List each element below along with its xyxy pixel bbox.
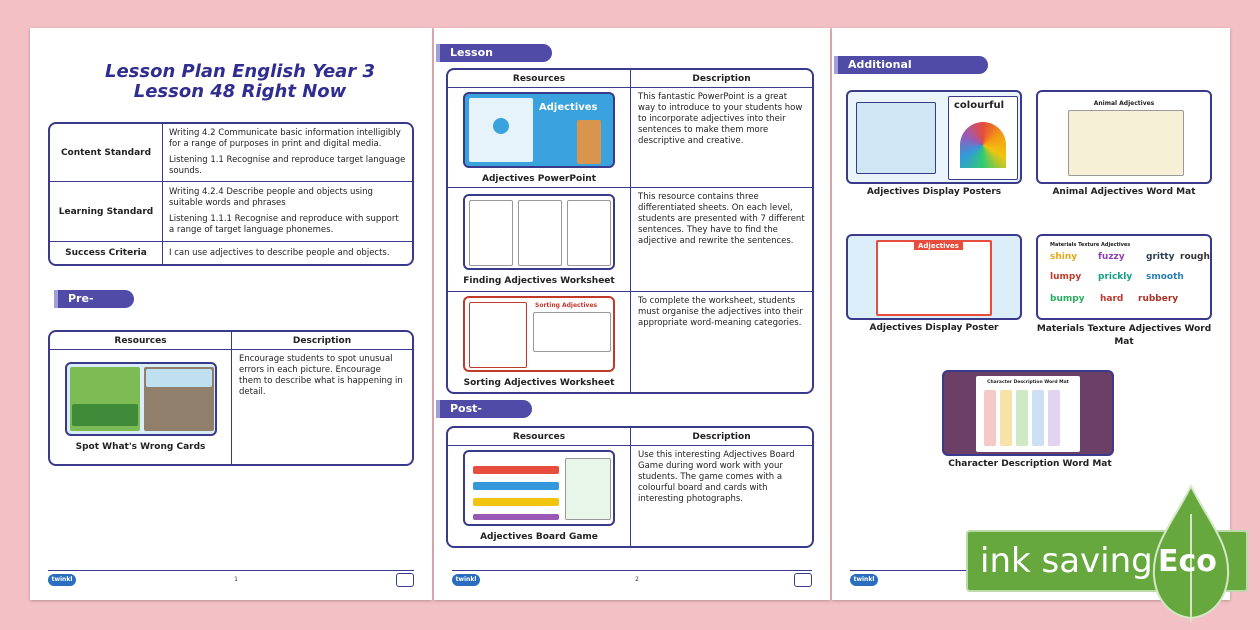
lesson-delivery-band: Lesson Delivery (440, 44, 552, 62)
pre-lesson-band: Pre-Lesson (58, 290, 134, 308)
post-lesson-table: Resources Description Adjectives Board Game Use this interesting Adjectives Board Game during word work with your students. The game comes with a colourful board and cards with interesting photographs. (446, 426, 814, 548)
page-footer (452, 570, 812, 588)
resource-label: Sorting Adjectives Worksheet (463, 378, 615, 388)
standards-table (48, 122, 414, 266)
additional-resource-item: colourful Adjectives Display Posters (846, 90, 1022, 197)
twinkl-logo: twinkl (452, 574, 480, 586)
animal-adjectives-thumbnail[interactable]: Animal Adjectives (1036, 90, 1212, 184)
board-game-thumbnail[interactable] (463, 450, 615, 526)
lesson-title: Lesson Plan English Year 3 Lesson 48 Right Now (104, 61, 375, 102)
resource-description: Encourage students to spot unusual errors in each picture. Encourage them to describe what is happening in detail. (239, 354, 403, 397)
additional-resource-item: Character Description Word Mat Character Description Word Mat (942, 370, 1118, 469)
finding-adjectives-thumbnail[interactable] (463, 194, 615, 270)
success-criteria-label: Success Criteria (50, 242, 163, 264)
character-description-thumbnail[interactable]: Character Description Word Mat (942, 370, 1114, 456)
table-row (448, 188, 812, 292)
resource-description: This fantastic PowerPoint is a great way to introduce to your students how to incorporate adjectives into their sentences to make them more descriptive and creative. (631, 88, 812, 188)
page-1 (30, 28, 432, 600)
quality-seal-icon (794, 573, 812, 587)
resource-description: Use this interesting Adjectives Board Game during word work with your students. The game comes with a colourful board and cards with interesting photographs. (638, 450, 795, 504)
additional-resource-item: Adjectives Adjectives Display Poster (846, 234, 1022, 333)
lesson-delivery-table: Resources Description Adjectives Adjectives PowerPoint This fantastic PowerPoint is a great way to introduce to your students how to incorporate adjectives into their sentences to make them more descriptive and creative. Finding Adjectives Worksheet This resource contains three differentiated sheets. On each level, students are presented with 7 different sentences. They have to find the adjective and rewrite the sentences. Sorting Adjectives Sorting Adjectives Worksheet To complete the worksheet, students must organise the adjectives into their appropriate word-meaning categories. (446, 68, 814, 394)
page-2 (434, 28, 830, 600)
table-row (448, 88, 812, 188)
resource-label: Adjectives Board Game (480, 532, 598, 542)
resource-label: Finding Adjectives Worksheet (463, 275, 615, 286)
twinkl-logo: twinkl (48, 574, 76, 586)
spot-whats-wrong-thumbnail[interactable] (65, 362, 217, 436)
table-row (448, 446, 812, 546)
sorting-adjectives-thumbnail[interactable]: Sorting Adjectives (463, 296, 615, 372)
resource-label: Spot What's Wrong Cards (75, 442, 206, 452)
table-row: Learning Standard Writing 4.2.4 Describe people and objects using suitable words and phrases Listening 1.1.1 Recognise and reproduce with support a range of target language phonemes. (50, 182, 412, 242)
additional-resources-band: Additional Resources (838, 56, 988, 74)
twinkl-logo: twinkl (850, 574, 878, 586)
display-posters-thumbnail[interactable]: colourful (846, 90, 1022, 184)
table-row: Success Criteria I can use adjectives to describe people and objects. (50, 242, 412, 264)
materials-texture-thumbnail[interactable]: Materials Texture Adjectives shiny fuzzy gritty rough lumpy prickly smooth bumpy hard rubbery (1036, 234, 1212, 320)
page-number: 1 (234, 576, 238, 583)
quality-seal-icon (396, 573, 414, 587)
post-lesson-band: Post-Lesson (440, 400, 532, 418)
page-number: 2 (635, 576, 639, 583)
display-poster-thumbnail[interactable]: Adjectives (846, 234, 1022, 320)
resource-label: Adjectives PowerPoint (482, 173, 596, 184)
table-row (448, 292, 812, 392)
table-row: Content Standard Writing 4.2 Communicate basic information intelligibly for a range of purposes in print and digital media. Listening 1.1 Recognise and reproduce target language sounds. (50, 124, 412, 182)
adjectives-powerpoint-thumbnail[interactable]: Adjectives (463, 92, 615, 168)
ink-saving-badge: ink saving (966, 530, 1248, 592)
resource-description: This resource contains three differentiated sheets. On each level, students are presented with 7 different sentences. They have to find the adjective and rewrite the sentences. (631, 188, 812, 292)
page-footer (48, 570, 414, 588)
additional-resource-item: Materials Texture Adjectives shiny fuzzy gritty rough lumpy prickly smooth bumpy hard rubbery Materials Texture Adjectives Word Mat (1036, 234, 1212, 349)
learning-standard-label: Learning Standard (50, 182, 163, 242)
additional-resource-item: Animal Adjectives Animal Adjectives Word Mat (1036, 90, 1212, 197)
resource-description: To complete the worksheet, students must organise the adjectives into their appropriate word-meaning categories. (638, 296, 803, 328)
eco-label: Eco (1158, 544, 1217, 579)
content-standard-label: Content Standard (50, 124, 163, 182)
pre-lesson-table: Resources Description Spot What's Wrong Cards Encourage students to spot unusual errors in each picture. Encourage them to describe what is happening in detail. (48, 330, 414, 466)
